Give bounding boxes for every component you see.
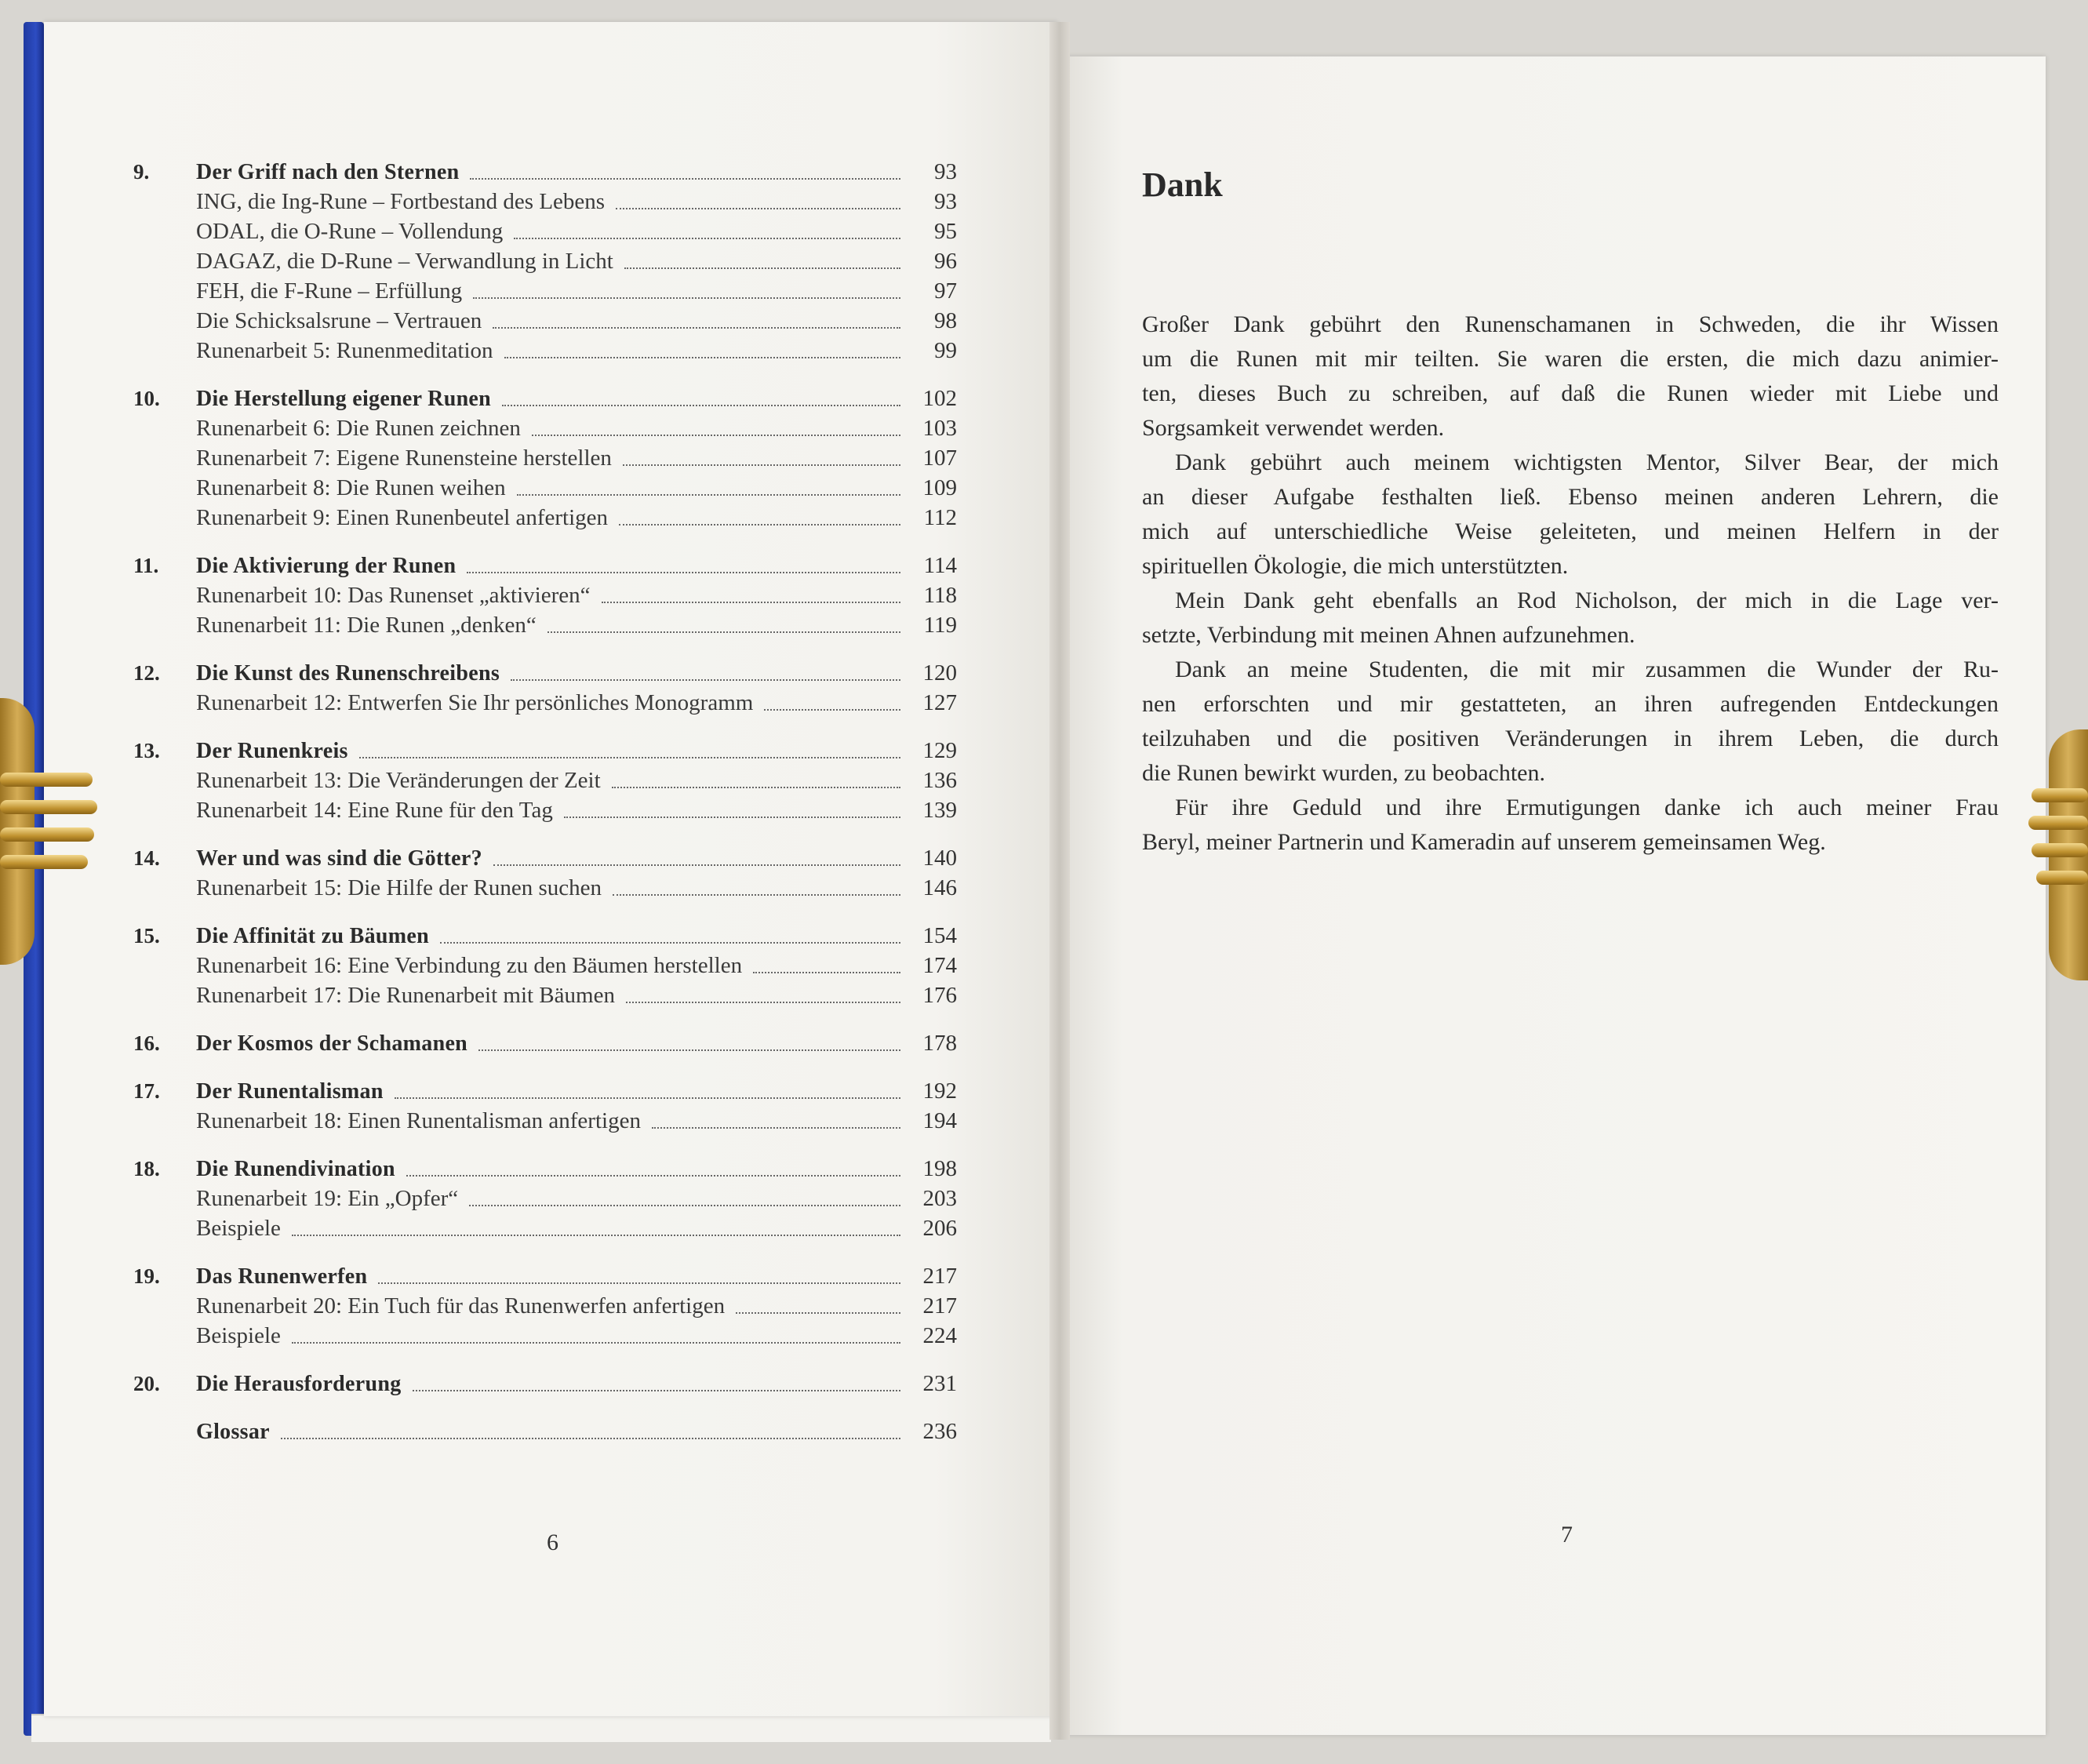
toc-leader-dots	[292, 1233, 900, 1236]
book-gutter	[1049, 22, 1070, 1740]
toc-chapter-title: Der Runenkreis	[196, 739, 348, 763]
toc-page-number: 140	[922, 846, 957, 871]
toc-chapter-title: Die Aktivierung der Runen	[196, 554, 457, 578]
toc-chapter-title: Der Kosmos der Schamanen	[196, 1031, 468, 1056]
toc-chapter-number: 13.	[133, 739, 160, 762]
left-page-number: 6	[547, 1529, 558, 1555]
toc-leader-dots	[478, 1048, 900, 1051]
text-line: setzte, Verbindung mit meinen Ahnen aufzunehmen.	[1142, 622, 1635, 648]
toc-subentry-title: Runenarbeit 6: Die Runen zeichnen	[196, 416, 521, 441]
toc-leader-dots	[406, 1173, 900, 1177]
toc-leader-dots	[511, 678, 900, 681]
toc-chapter-number: 14.	[133, 846, 160, 870]
toc-page-number: 192	[922, 1078, 957, 1104]
toc-chapter	[133, 736, 957, 766]
toc-page-number: 217	[922, 1293, 957, 1318]
toc-page-number: 127	[922, 690, 957, 715]
toc-page-number: 118	[923, 583, 957, 608]
toc-chapter	[133, 658, 957, 688]
clip-wire	[0, 855, 88, 869]
clip-wire	[2032, 843, 2088, 857]
toc-chapter-title: Der Griff nach den Sternen	[196, 160, 460, 184]
text-line: um die Runen mit mir teilten. Sie waren die ersten, die mich dazu animier-	[1142, 346, 1999, 372]
toc-page-number: 107	[922, 446, 957, 471]
clip-wire	[2036, 871, 2088, 885]
toc-subentry	[133, 503, 957, 533]
toc-page-number: 109	[922, 475, 957, 500]
toc-chapter-number: 15.	[133, 924, 160, 947]
toc-subentry	[133, 795, 957, 825]
text-line: Dank gebührt auch meinem wichtigsten Mentor, Silver Bear, der mich	[1175, 449, 1999, 475]
toc-page-number: 174	[922, 953, 957, 978]
toc-page-number: 99	[934, 338, 957, 363]
text-line: spirituellen Ökologie, die mich unterstützten.	[1142, 553, 1569, 579]
toc-leader-dots	[378, 1281, 900, 1284]
toc-chapter-title: Die Kunst des Runenschreibens	[196, 661, 500, 686]
toc-chapter	[133, 1261, 957, 1291]
toc-leader-dots	[619, 522, 900, 526]
toc-subentry-title: Runenarbeit 5: Runenmeditation	[196, 338, 493, 363]
clip-wire	[2032, 788, 2088, 802]
toc-chapter-number: 18.	[133, 1157, 160, 1180]
text-line: mich auf unterschiedliche Weise geleiteten, und meinen Helfern in der	[1142, 518, 1999, 544]
toc-subentry-title: ING, die Ing-Rune – Fortbestand des Lebens	[196, 189, 606, 214]
text-line: Für ihre Geduld und ihre Ermutigungen danke ich auch meiner Frau	[1175, 795, 1999, 820]
toc-page-number: 198	[922, 1156, 957, 1181]
toc-chapter	[133, 1417, 957, 1446]
toc-leader-dots	[395, 1096, 900, 1099]
toc-leader-dots	[469, 1203, 900, 1206]
text-line: an dieser Aufgabe festhalten ließ. Ebenso meinen anderen Lehrern, die	[1142, 484, 1999, 510]
toc-leader-dots	[359, 755, 900, 758]
toc-page-number: 236	[922, 1419, 957, 1444]
toc-leader-dots	[626, 1000, 900, 1003]
toc-chapter-number: 20.	[133, 1372, 160, 1395]
text-line: Sorgsamkeit verwendet werden.	[1142, 415, 1445, 441]
text-line: nen erforschten und mir gestatteten, an ihren aufregenden Entdeckungen	[1142, 691, 1999, 717]
toc-subentry-title: Runenarbeit 19: Ein „Opfer“	[196, 1186, 459, 1211]
toc-chapter-number: 11.	[133, 554, 159, 577]
toc-chapter-title: Wer und was sind die Götter?	[196, 846, 482, 871]
toc-chapter	[133, 1369, 957, 1398]
toc-page-number: 176	[922, 983, 957, 1008]
toc-chapter-title: Das Runenwerfen	[196, 1264, 368, 1289]
toc-subentry-title: DAGAZ, die D-Rune – Verwandlung in Licht	[196, 249, 613, 274]
right-page-number: 7	[1561, 1522, 1573, 1548]
toc-page-number: 139	[922, 798, 957, 823]
toc-leader-dots	[514, 236, 900, 239]
text-line: teilzuhaben und die positiven Veränderungen in ihrem Leben, die durch	[1142, 726, 1999, 751]
toc-subentry	[133, 610, 957, 640]
toc-chapter-number: 17.	[133, 1079, 160, 1103]
toc-page-number: 120	[922, 660, 957, 686]
toc-subentry-title: Beispiele	[196, 1323, 281, 1348]
toc-subentry-title: Die Schicksalsrune – Vertrauen	[196, 308, 482, 333]
toc-subentry	[133, 873, 957, 903]
clip-wire	[0, 773, 93, 787]
toc-leader-dots	[517, 493, 900, 496]
toc-subentry	[133, 951, 957, 980]
toc-subentry	[133, 473, 957, 503]
toc-page-number: 136	[922, 768, 957, 793]
text-line: die Runen bewirkt wurden, zu beobachten.	[1142, 760, 1545, 786]
toc-chapter	[133, 1076, 957, 1106]
toc-chapter	[133, 843, 957, 873]
toc-leader-dots	[504, 355, 900, 358]
toc-subentry-title: Runenarbeit 10: Das Runenset „aktivieren“	[196, 583, 591, 608]
text-line: Großer Dank gebührt den Runenschamanen in Schweden, die ihr Wissen	[1142, 311, 1999, 337]
toc-subentry-title: Runenarbeit 15: Die Hilfe der Runen suchen	[196, 875, 602, 900]
toc-subentry	[133, 1321, 957, 1351]
toc-chapter-title: Der Runentalisman	[196, 1079, 384, 1104]
toc-leader-dots	[532, 433, 900, 436]
toc-subentry-title: Runenarbeit 18: Einen Runentalisman anfertigen	[196, 1108, 641, 1133]
toc-page-number: 231	[922, 1371, 957, 1396]
toc-page-number: 119	[923, 613, 957, 638]
text-line: Beryl, meiner Partnerin und Kameradin auf unserem gemeinsamen Weg.	[1142, 829, 1826, 855]
toc-subentry	[133, 688, 957, 718]
toc-subentry	[133, 1184, 957, 1213]
toc-subentry	[133, 216, 957, 246]
toc-chapter-title: Die Herstellung eigener Runen	[196, 387, 492, 411]
toc-subentry-title: Runenarbeit 12: Entwerfen Sie Ihr persönliches Monogramm	[196, 690, 754, 715]
toc-chapter	[133, 1154, 957, 1184]
toc-subentry	[133, 413, 957, 443]
toc-subentry	[133, 580, 957, 610]
toc-leader-dots	[467, 570, 900, 573]
toc-leader-dots	[652, 1126, 900, 1129]
toc-page-number: 217	[922, 1264, 957, 1289]
toc-leader-dots	[493, 863, 900, 866]
toc-leader-dots	[502, 403, 900, 406]
toc-chapter-number: 9.	[133, 160, 150, 184]
toc-subentry-title: Runenarbeit 13: Die Veränderungen der Zeit	[196, 768, 601, 793]
toc-subentry	[133, 246, 957, 276]
toc-page-number: 129	[922, 738, 957, 763]
toc-chapter	[133, 1028, 957, 1058]
toc-page-number: 112	[923, 505, 957, 530]
clip-wire	[0, 800, 97, 814]
toc-subentry	[133, 1291, 957, 1321]
toc-leader-dots	[764, 707, 900, 711]
toc-subentry-title: Runenarbeit 9: Einen Runenbeutel anfertigen	[196, 505, 609, 530]
toc-page-number: 97	[934, 278, 957, 304]
toc-subentry-title: Runenarbeit 8: Die Runen weihen	[196, 475, 506, 500]
toc-leader-dots	[470, 176, 900, 180]
toc-page-number: 203	[922, 1186, 957, 1211]
toc-subentry-title: Runenarbeit 7: Eigene Runensteine herstellen	[196, 446, 612, 471]
toc-chapter	[133, 551, 957, 580]
toc-leader-dots	[753, 970, 900, 973]
toc-leader-dots	[473, 296, 900, 299]
toc-leader-dots	[612, 785, 900, 788]
toc-chapter	[133, 157, 957, 187]
toc-page-number: 178	[922, 1031, 957, 1056]
toc-leader-dots	[736, 1311, 900, 1314]
text-line: Mein Dank geht ebenfalls an Rod Nicholson, der mich in die Lage ver-	[1175, 587, 1999, 613]
toc-leader-dots	[493, 326, 900, 329]
toc-page-number: 146	[922, 875, 957, 900]
page-title: Dank	[1142, 165, 1223, 204]
toc-leader-dots	[623, 463, 900, 466]
toc-page-number: 103	[922, 416, 957, 441]
toc-chapter-title: Die Herausforderung	[196, 1372, 402, 1396]
toc-subentry-title: Runenarbeit 17: Die Runenarbeit mit Bäumen	[196, 983, 615, 1008]
toc-leader-dots	[440, 940, 900, 944]
toc-leader-dots	[613, 893, 900, 896]
toc-page-number: 93	[934, 189, 957, 214]
toc-page-number: 98	[934, 308, 957, 333]
toc-leader-dots	[547, 630, 900, 633]
toc-leader-dots	[602, 600, 900, 603]
toc-page-number: 96	[934, 249, 957, 274]
toc-leader-dots	[292, 1340, 900, 1344]
toc-page-number: 114	[923, 553, 957, 578]
clip-wire	[0, 827, 94, 842]
toc-subentry	[133, 766, 957, 795]
toc-page-number: 224	[922, 1323, 957, 1348]
toc-leader-dots	[413, 1388, 900, 1391]
toc-page-number: 102	[922, 386, 957, 411]
toc-chapter-title: Die Runendivination	[196, 1157, 395, 1181]
toc-chapter-number: 19.	[133, 1264, 160, 1288]
toc-subentry	[133, 306, 957, 336]
toc-chapter-title: Glossar	[196, 1420, 270, 1444]
toc-chapter	[133, 384, 957, 413]
toc-subentry-title: Beispiele	[196, 1216, 281, 1241]
toc-page-number: 194	[922, 1108, 957, 1133]
toc-page-number: 93	[934, 159, 957, 184]
toc-subentry-title: FEH, die F-Rune – Erfüllung	[196, 278, 463, 304]
toc-subentry-title: Runenarbeit 20: Ein Tuch für das Runenwerfen anfertigen	[196, 1293, 726, 1318]
toc-subentry	[133, 980, 957, 1010]
toc-subentry-title: ODAL, die O-Rune – Vollendung	[196, 219, 504, 244]
book-cover-bottom	[31, 1714, 1051, 1742]
toc-chapter-number: 16.	[133, 1031, 160, 1055]
toc-subentry	[133, 443, 957, 473]
toc-subentry-title: Runenarbeit 16: Eine Verbindung zu den Bäumen herstellen	[196, 953, 743, 978]
toc-chapter-title: Die Affinität zu Bäumen	[196, 924, 430, 948]
toc-subentry	[133, 336, 957, 366]
toc-subentry	[133, 276, 957, 306]
toc-subentry-title: Runenarbeit 14: Eine Rune für den Tag	[196, 798, 553, 823]
toc-page-number: 154	[922, 923, 957, 948]
toc-page-number: 95	[934, 219, 957, 244]
toc-subentry-title: Runenarbeit 11: Die Runen „denken“	[196, 613, 537, 638]
text-line: Dank an meine Studenten, die mit mir zusammen die Wunder der Ru-	[1175, 656, 1999, 682]
toc-subentry	[133, 1213, 957, 1243]
toc-chapter-number: 12.	[133, 661, 160, 685]
toc-chapter	[133, 921, 957, 951]
text-line: ten, dieses Buch zu schreiben, auf daß die Runen wieder mit Liebe und	[1142, 380, 1999, 406]
toc-leader-dots	[616, 206, 900, 209]
toc-page-number: 206	[922, 1216, 957, 1241]
toc-chapter-number: 10.	[133, 387, 160, 410]
toc-subentry	[133, 1106, 957, 1136]
toc-leader-dots	[564, 815, 900, 818]
toc-leader-dots	[624, 266, 900, 269]
toc-leader-dots	[281, 1436, 900, 1439]
clip-wire	[2028, 816, 2088, 830]
toc-subentry	[133, 187, 957, 216]
